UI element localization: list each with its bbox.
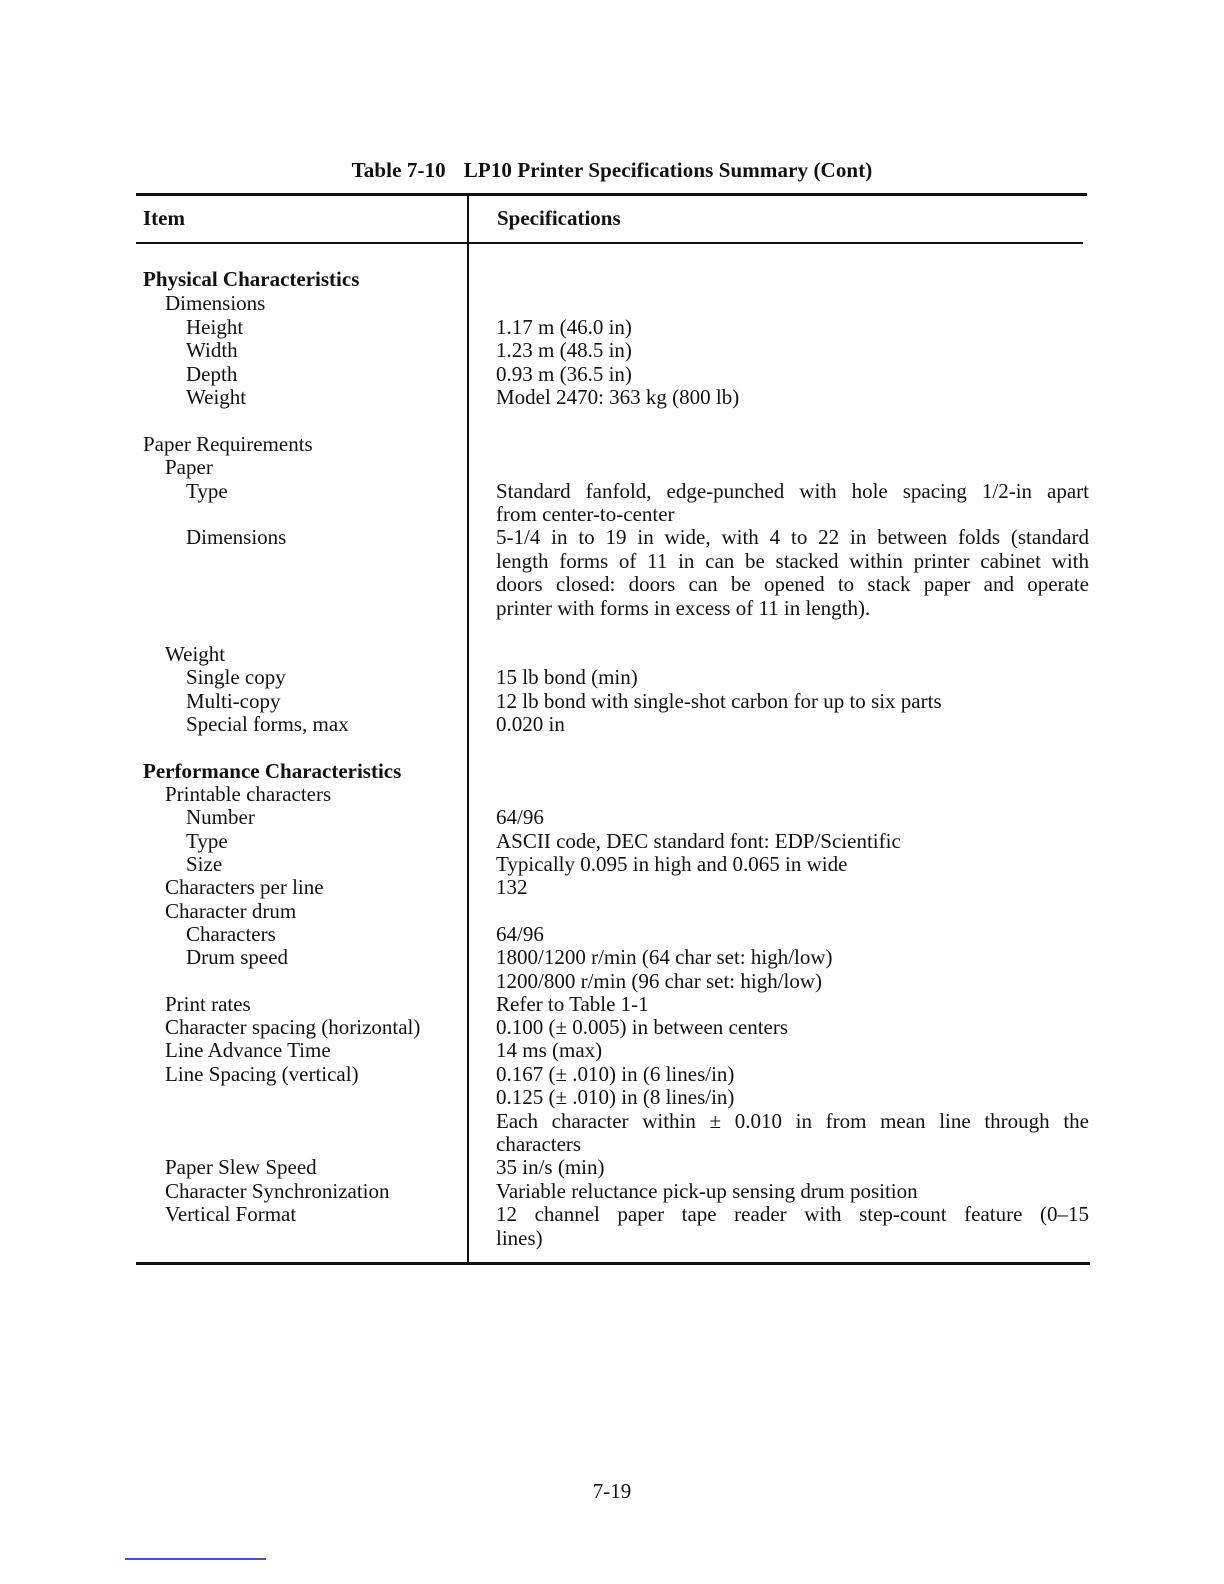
table-row — [0, 480, 1224, 503]
spec-cell: Standard fanfold, edge-punched with hole spacing 1/2-in apart — [496, 479, 1089, 503]
table-row — [0, 876, 1224, 899]
spec-cell: 0.100 (± 0.005) in between centers — [496, 1015, 789, 1039]
table-row — [0, 1180, 1224, 1203]
table-row — [0, 597, 1224, 620]
spec-cell: 0.125 (± .010) in (8 lines/in) — [496, 1085, 735, 1109]
spec-cell: Typically 0.095 in high and 0.065 in wide — [496, 852, 848, 876]
spec-cell: 1.17 m (46.0 in) — [496, 315, 632, 339]
table-row — [0, 970, 1224, 993]
item-cell: Multi-copy — [186, 689, 281, 713]
item-cell: Character Synchronization — [165, 1179, 390, 1203]
table-row — [0, 1133, 1224, 1156]
table-row — [0, 853, 1224, 876]
table-row — [0, 946, 1224, 969]
item-cell: Drum speed — [186, 945, 289, 969]
spec-cell: Variable reluctance pick-up sensing drum position — [496, 1179, 918, 1203]
table-row — [0, 316, 1224, 339]
item-cell: Print rates — [165, 992, 251, 1016]
item-cell: Width — [186, 338, 238, 362]
table-caption — [0, 158, 1224, 183]
item-cell: Paper Slew Speed — [165, 1155, 317, 1179]
spec-cell: 132 — [496, 875, 528, 899]
table-row — [0, 806, 1224, 829]
item-cell: Line Spacing (vertical) — [165, 1062, 359, 1086]
table-row — [0, 1063, 1224, 1086]
item-cell: Height — [186, 315, 244, 339]
table-row — [0, 783, 1224, 806]
table-row — [0, 433, 1224, 456]
table-row — [0, 268, 1224, 291]
table-row — [0, 526, 1224, 549]
spec-cell: from center-to-center — [496, 502, 675, 526]
table-row — [0, 713, 1224, 736]
table-row — [0, 1203, 1224, 1226]
item-cell: Size — [186, 852, 223, 876]
table-row — [0, 830, 1224, 853]
table-row — [0, 690, 1224, 713]
item-cell: Depth — [186, 362, 238, 386]
spec-cell: 64/96 — [496, 922, 544, 946]
item-cell: Characters — [186, 922, 276, 946]
table-row — [0, 760, 1224, 783]
spec-cell: 5-1/4 in to 19 in wide, with 4 to 22 in between folds (standard — [496, 525, 1089, 549]
header-spec: Specifications — [497, 206, 621, 230]
item-cell: Vertical Format — [165, 1202, 297, 1226]
item-cell: Special forms, max — [186, 712, 349, 736]
item-cell: Type — [186, 829, 228, 853]
header-item: Item — [143, 206, 185, 230]
item-cell: Number — [186, 805, 255, 829]
spec-cell: printer with forms in excess of 11 in length). — [496, 596, 871, 620]
table-row — [0, 386, 1224, 409]
table-row — [0, 573, 1224, 596]
table-row — [0, 1016, 1224, 1039]
spec-cell: ASCII code, DEC standard font: EDP/Scientific — [496, 829, 901, 853]
table-row — [0, 503, 1224, 526]
item-cell: Characters per line — [165, 875, 324, 899]
spec-cell: 12 lb bond with single-shot carbon for up to six parts — [496, 689, 942, 713]
item-cell: Paper — [165, 455, 213, 479]
table-row — [0, 993, 1224, 1016]
table-row — [0, 363, 1224, 386]
spec-cell: 35 in/s (min) — [496, 1155, 605, 1179]
item-cell: Weight — [165, 642, 226, 666]
item-cell: Printable characters — [165, 782, 332, 806]
spec-cell: 0.167 (± .010) in (6 lines/in) — [496, 1062, 735, 1086]
spec-cell: 1.23 m (48.5 in) — [496, 338, 632, 362]
table-row — [0, 339, 1224, 362]
spec-cell: length forms of 11 in can be stacked within printer cabinet with — [496, 549, 1089, 573]
spec-cell: 0.020 in — [496, 712, 565, 736]
spec-cell: 0.93 m (36.5 in) — [496, 362, 632, 386]
spec-cell: 1800/1200 r/min (64 char set: high/low) — [496, 945, 833, 969]
header-rule — [136, 242, 1083, 244]
table-row — [0, 1227, 1224, 1250]
item-cell: Performance Characteristics — [143, 759, 402, 783]
spec-cell: 1200/800 r/min (96 char set: high/low) — [496, 969, 823, 993]
spec-cell: Model 2470: 363 kg (800 lb) — [496, 385, 740, 409]
table-row — [0, 456, 1224, 479]
item-cell: Line Advance Time — [165, 1038, 331, 1062]
spec-cell: 14 ms (max) — [496, 1038, 603, 1062]
table-row — [0, 1039, 1224, 1062]
spec-cell: 12 channel paper tape reader with step-count feature (0–15 — [496, 1202, 1089, 1226]
table-row — [0, 1086, 1224, 1109]
item-cell: Character spacing (horizontal) — [165, 1015, 421, 1039]
item-cell: Paper Requirements — [143, 432, 313, 456]
table-row — [0, 550, 1224, 573]
spec-cell: lines) — [496, 1226, 543, 1250]
spec-cell: doors closed: doors can be opened to stack paper and operate — [496, 572, 1089, 596]
footer-line — [125, 1558, 266, 1560]
spec-cell: Refer to Table 1-1 — [496, 992, 649, 1016]
top-rule — [136, 193, 1087, 196]
bottom-rule — [136, 1262, 1090, 1265]
item-cell: Dimensions — [186, 525, 287, 549]
table-row — [0, 1110, 1224, 1133]
spec-cell: Each character within ± 0.010 in from mean line through the — [496, 1109, 1089, 1133]
spec-cell: 15 lb bond (min) — [496, 665, 638, 689]
page-number: 7-19 — [592, 1479, 632, 1503]
item-cell: Dimensions — [165, 291, 266, 315]
item-cell: Weight — [186, 385, 247, 409]
table-row — [0, 1156, 1224, 1179]
table-row — [0, 923, 1224, 946]
table-row — [0, 292, 1224, 315]
spec-cell: characters — [496, 1132, 582, 1156]
table-row — [0, 900, 1224, 923]
item-cell: Physical Characteristics — [143, 267, 360, 291]
table-title: LP10 Printer Specifications Summary (Cont) — [463, 158, 873, 182]
item-cell: Character drum — [165, 899, 297, 923]
item-cell: Type — [186, 479, 228, 503]
item-cell: Single copy — [186, 665, 286, 689]
table-number: Table 7-10 — [351, 158, 446, 182]
spec-cell: 64/96 — [496, 805, 544, 829]
table-row — [0, 643, 1224, 666]
table-row — [0, 666, 1224, 689]
